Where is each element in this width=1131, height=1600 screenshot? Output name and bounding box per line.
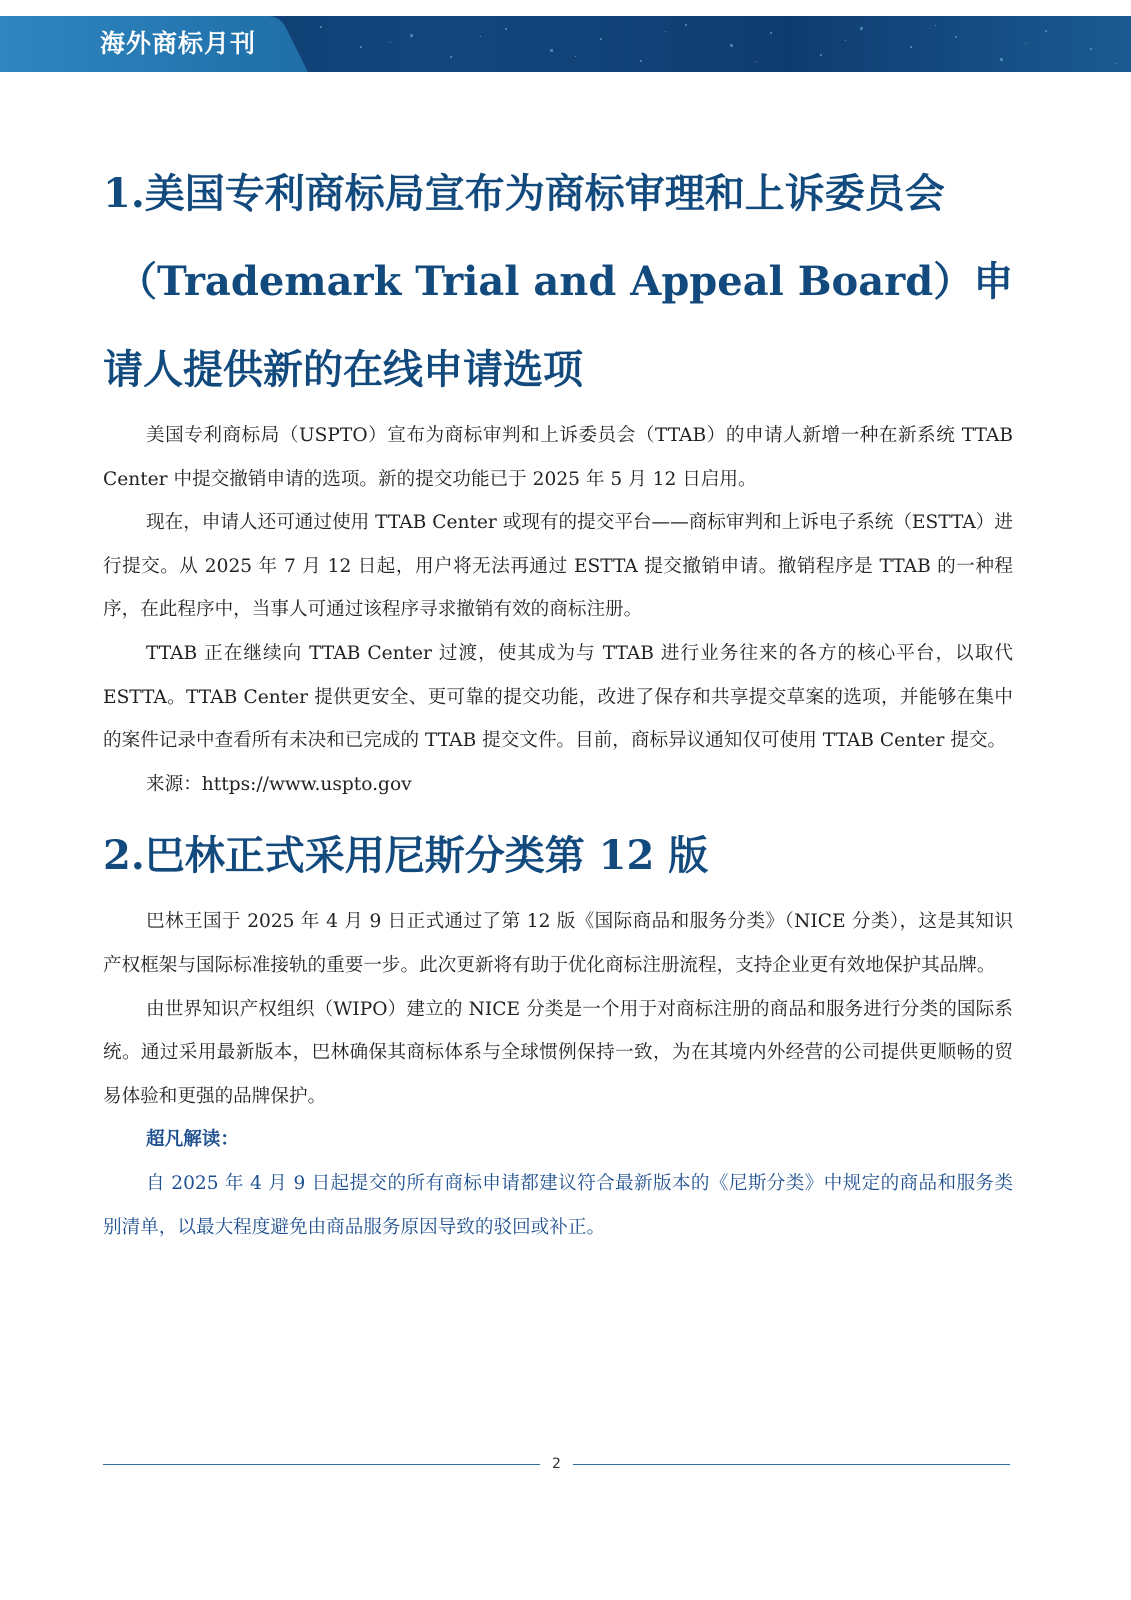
article-1-source: 来源：https://www.uspto.gov <box>146 773 412 795</box>
publication-title: 海外商标月刊 <box>100 29 257 58</box>
article-2-paragraph-1: 巴林王国于 2025 年 4 月 9 日正式通过了第 12 版《国际商品和服务分类》（NICE 分类），这是其知识产权框架与国际标准接轨的重要一步。此次更新将有助于优化商标注册流程，支持企业更有效地保护其品牌。 <box>103 911 1013 976</box>
banner-decoration <box>300 16 1131 72</box>
footer-divider-left <box>103 1464 540 1465</box>
article-2-title: 2.巴林正式采用尼斯分类第 12 版 <box>103 832 709 880</box>
article-2 <box>103 826 1013 1249</box>
article-1-title-line-3: 请人提供新的在线申请选项 <box>103 346 583 393</box>
interpretation-text: 自 2025 年 4 月 9 日起提交的所有商标申请都建议符合最新版本的《尼斯分类》中规定的商品和服务类别清单，以最大程度避免由商品服务原因导致的驳回或补正。 <box>103 1172 1013 1238</box>
footer-divider-right <box>573 1464 1010 1465</box>
article-1-title-line-2: （Trademark Trial and Appeal Board）申 <box>117 258 1014 305</box>
article-2-paragraph-2: 由世界知识产权组织（WIPO）建立的 NICE 分类是一个用于对商标注册的商品和服务进行分类的国际系统。通过采用最新版本，巴林确保其商标体系与全球惯例保持一致，为在其境内外经营的公司提供更顺畅的贸易体验和更强的品牌保护。 <box>103 998 1013 1107</box>
article-1-paragraph-3: TTAB 正在继续向 TTAB Center 过渡，使其成为与 TTAB 进行业务往来的各方的核心平台，以取代 ESTTA。TTAB Center 提供更安全、更可靠的提交功能，改进了保存和共享提交草案的选项，并能够在集中的案件记录中查看所有未决和已完成的 TTAB 提交文件。目前，商标异议通知仅可使用 TTAB Center 提交。 <box>103 642 1013 752</box>
main-content <box>103 150 1013 1249</box>
article-1-paragraph-1: 美国专利商标局（USPTO）宣布为商标审判和上诉委员会（TTAB）的申请人新增一种在新系统 TTAB Center 中提交撤销申请的选项。新的提交功能已于 2025 年 5 月 12 日启用。 <box>103 425 1013 490</box>
article-1-paragraph-2: 现在，申请人还可通过使用 TTAB Center 或现有的提交平台——商标审判和上诉电子系统（ESTTA）进行提交。从 2025 年 7 月 12 日起，用户将无法再通过 ESTTA 提交撤销申请。撤销程序是 TTAB 的一种程序，在此程序中，当事人可通过该程序寻求撤销有效的商标注册。 <box>103 512 1013 621</box>
article-1-title <box>103 150 1013 414</box>
article-1-title-line-1: 1.美国专利商标局宣布为商标审理和上诉委员会 <box>103 170 945 217</box>
article-1 <box>103 150 1013 806</box>
interpretation-heading: 超凡解读： <box>146 1129 239 1151</box>
page-number: 2 <box>552 1456 561 1472</box>
